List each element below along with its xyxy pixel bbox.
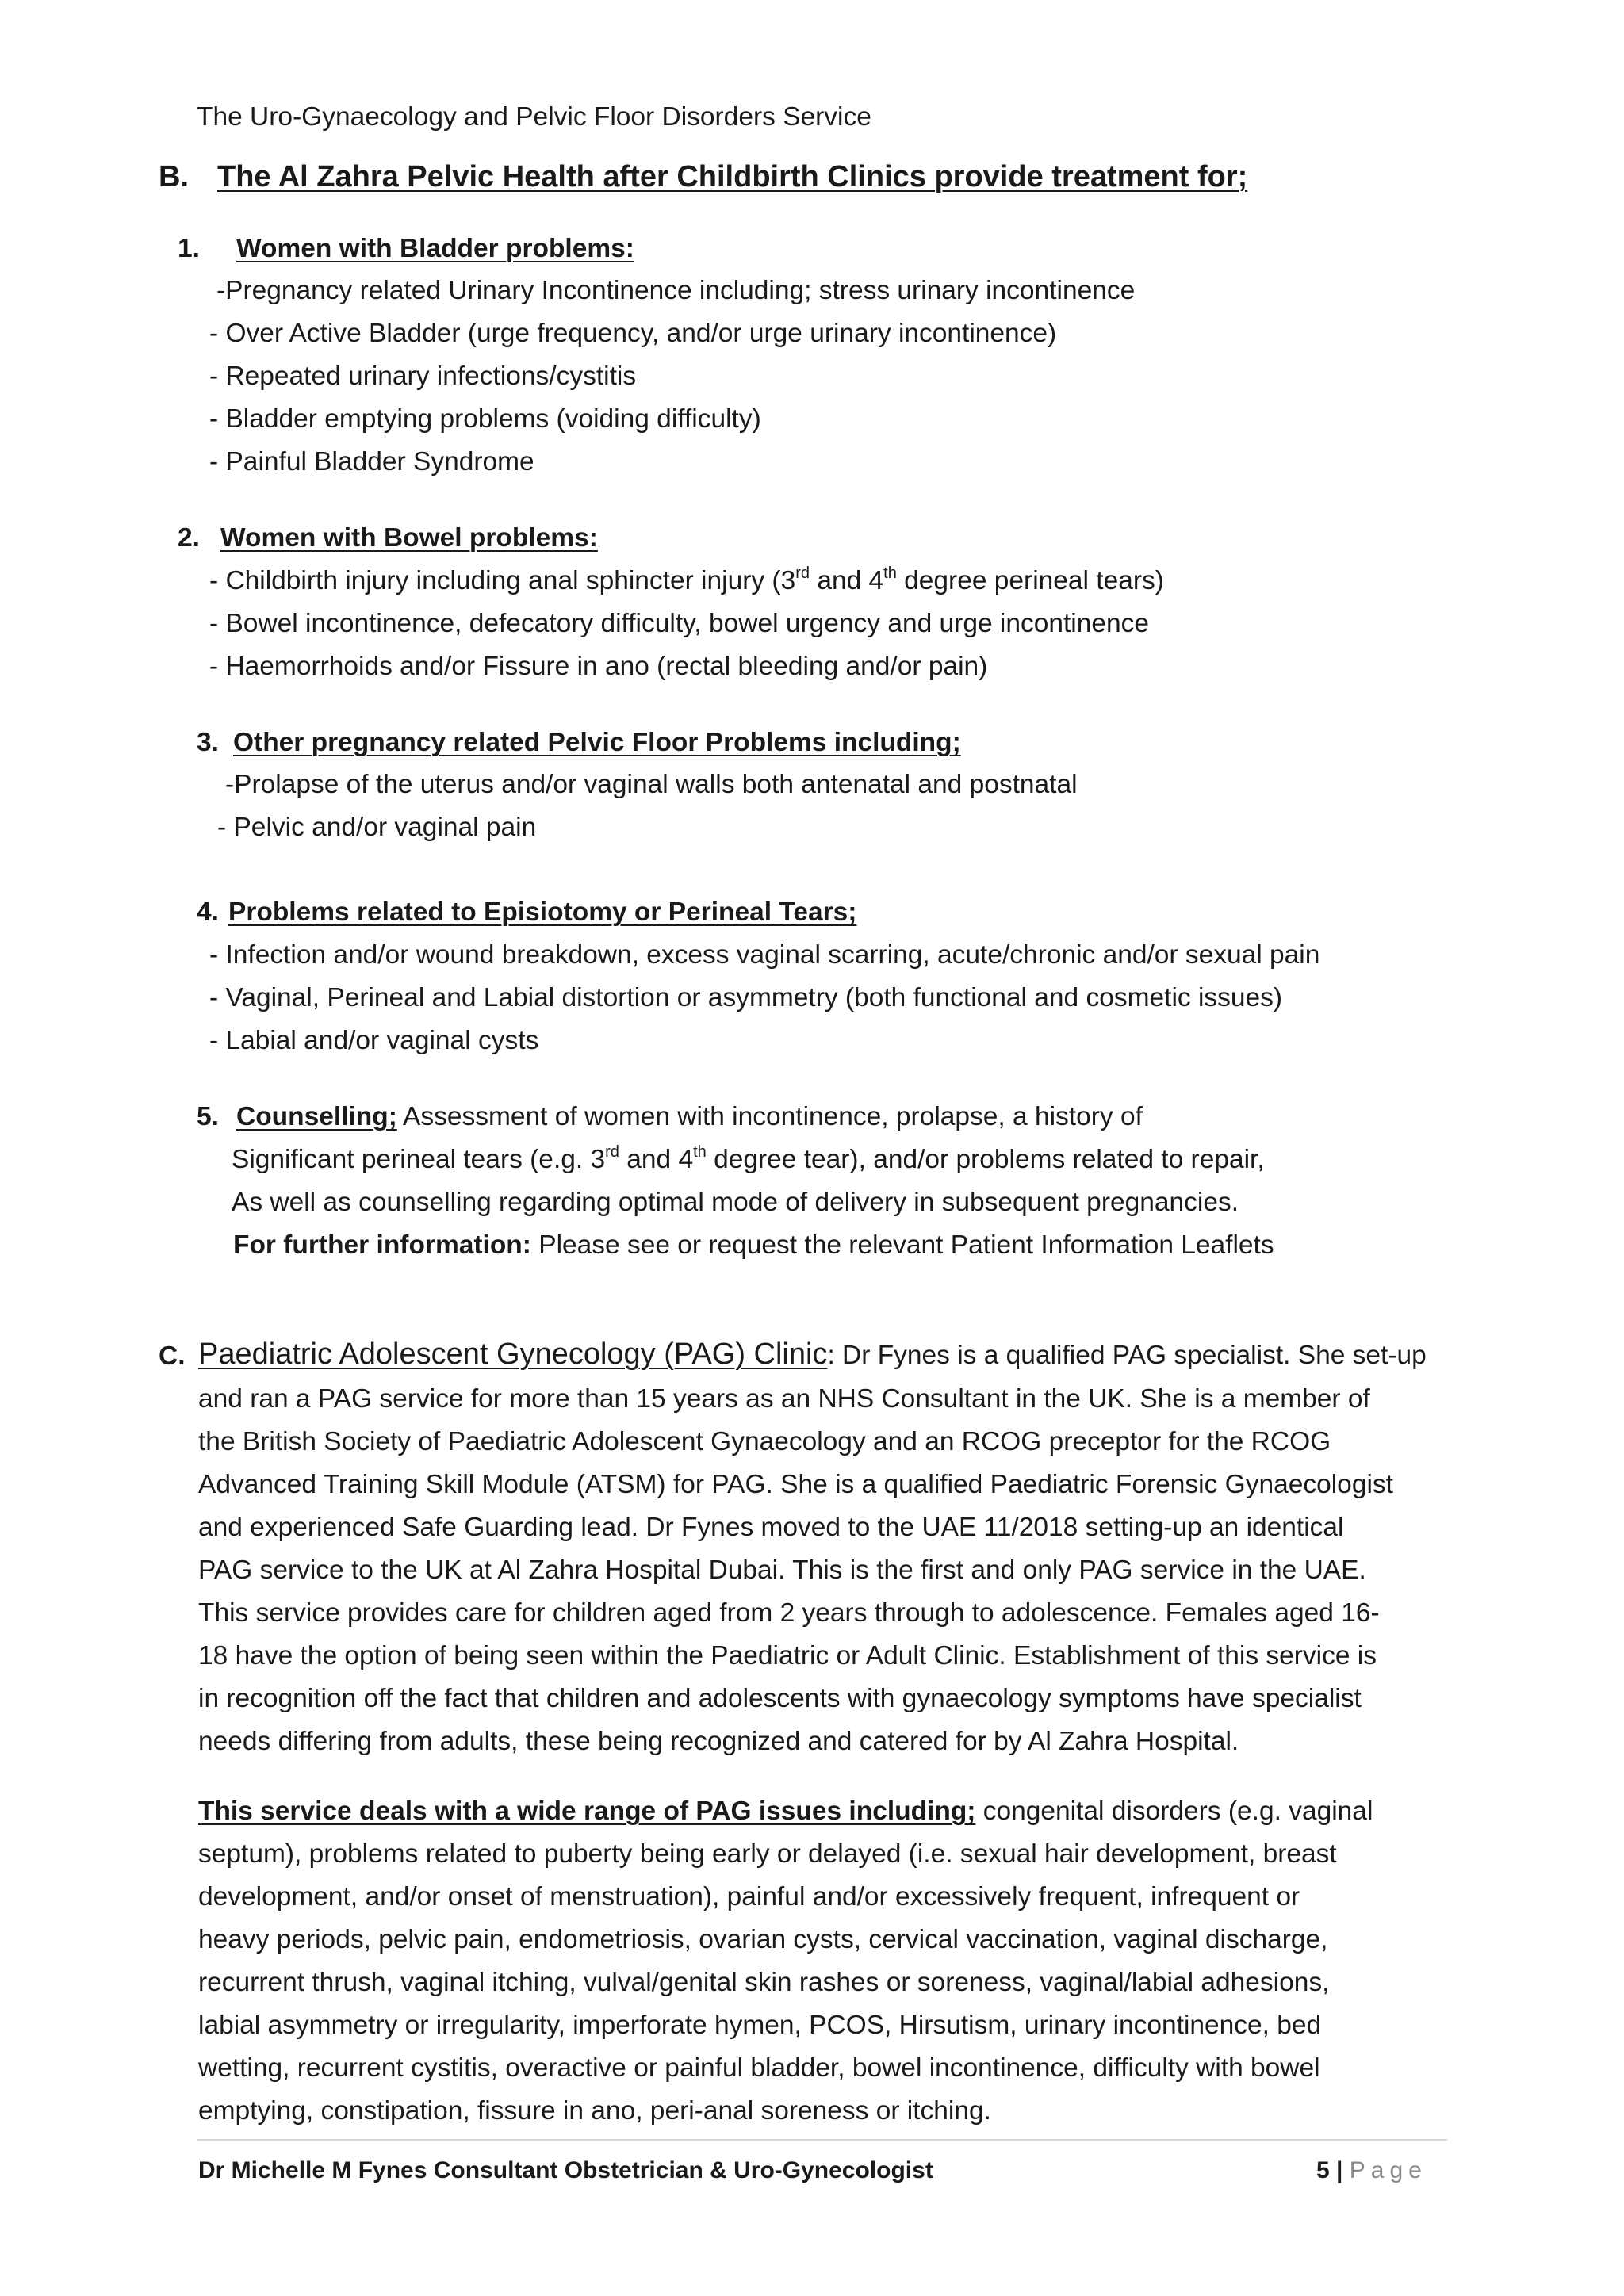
list-item: - Over Active Bladder (urge frequency, and/or urge urinary incontinence) xyxy=(209,319,1057,348)
list-item: - Pelvic and/or vaginal pain xyxy=(217,813,537,842)
group-4-number: 4. xyxy=(197,897,219,927)
group-2-number: 2. xyxy=(178,523,200,553)
list-item: - Haemorrhoids and/or Fissure in ano (rectal bleeding and/or pain) xyxy=(209,652,988,681)
further-info-label: For further information: xyxy=(233,1230,531,1260)
page-header: The Uro-Gynaecology and Pelvic Floor Disorders Service xyxy=(197,102,871,132)
group-2-title: Women with Bowel problems: xyxy=(220,523,598,553)
section-b-title: The Al Zahra Pelvic Health after Childbirth Clinics provide treatment for; xyxy=(217,160,1248,193)
group-5-number: 5. xyxy=(197,1102,219,1131)
list-item: - Vaginal, Perineal and Labial distortion or asymmetry (both functional and cosmetic issues) xyxy=(209,983,1283,1012)
paragraph-line: labial asymmetry or irregularity, imperforate hymen, PCOS, Hirsutism, urinary incontinence, bed xyxy=(198,2011,1322,2040)
paragraph-line: heavy periods, pelvic pain, endometriosis, ovarian cysts, cervical vaccination, vaginal discharge, xyxy=(198,1925,1328,1954)
paragraph-line: Advanced Training Skill Module (ATSM) for PAG. She is a qualified Paediatric Forensic Gynaecologist xyxy=(198,1470,1393,1499)
group-1-number: 1. xyxy=(178,234,200,263)
paragraph-line: This service provides care for children aged from 2 years through to adolescence. Females aged 16- xyxy=(198,1598,1380,1628)
further-info: For further information: Please see or request the relevant Patient Information Leaflets xyxy=(233,1230,1274,1260)
paragraph-line: This service deals with a wide range of PAG issues including; congenital disorders (e.g. vaginal xyxy=(198,1797,1373,1826)
footer-divider xyxy=(197,2139,1447,2141)
paragraph-line: 18 have the option of being seen within the Paediatric or Adult Clinic. Establishment of this service is xyxy=(198,1641,1377,1670)
paragraph-line: the British Society of Paediatric Adolescent Gynaecology and an RCOG preceptor for the RCOG xyxy=(198,1427,1331,1456)
paragraph-line: and experienced Safe Guarding lead. Dr Fynes moved to the UAE 11/2018 setting-up an identical xyxy=(198,1513,1344,1542)
counselling-text: Assessment of women with incontinence, prolapse, a history of xyxy=(403,1102,1143,1131)
group-1-title: Women with Bladder problems: xyxy=(236,234,634,263)
list-item: - Labial and/or vaginal cysts xyxy=(209,1026,539,1055)
paragraph-line: emptying, constipation, fissure in ano, peri-anal soreness or itching. xyxy=(198,2096,991,2126)
list-item: -Pregnancy related Urinary Incontinence including; stress urinary incontinence xyxy=(216,276,1136,305)
footer-page: 5 | Page xyxy=(1316,2157,1427,2183)
list-item: - Bowel incontinence, defecatory difficulty, bowel urgency and urge incontinence xyxy=(209,609,1149,638)
group-5-title: Counselling; xyxy=(236,1102,397,1131)
paragraph-line: needs differing from adults, these being recognized and catered for by Al Zahra Hospital. xyxy=(198,1727,1239,1756)
paragraph-line: in recognition off the fact that children and adolescents with gynaecology symptoms have specialist xyxy=(198,1684,1362,1713)
group-4-title: Problems related to Episiotomy or Perineal Tears; xyxy=(228,897,857,927)
counselling-text: Significant perineal tears (e.g. 3rd and 4th degree tear), and/or problems related to repair, xyxy=(232,1143,1265,1174)
paragraph-line: and ran a PAG service for more than 15 years as an NHS Consultant in the UK. She is a member of xyxy=(198,1384,1370,1414)
paragraph-line: wetting, recurrent cystitis, overactive or painful bladder, bowel incontinence, difficulty with bowel xyxy=(198,2053,1320,2083)
paragraph-line: septum), problems related to puberty being early or delayed (i.e. sexual hair development, breast xyxy=(198,1839,1337,1869)
group-3-number: 3. xyxy=(197,728,219,757)
list-item: - Bladder emptying problems (voiding difficulty) xyxy=(209,404,761,434)
list-item: - Painful Bladder Syndrome xyxy=(209,447,534,476)
section-c-title: Paediatric Adolescent Gynecology (PAG) Clinic xyxy=(198,1337,828,1371)
list-item: - Repeated urinary infections/cystitis xyxy=(209,362,637,391)
list-item: - Childbirth injury including anal sphincter injury (3rd and 4th degree perineal tears) xyxy=(209,564,1164,595)
paragraph-line: development, and/or onset of menstruation), painful and/or excessively frequent, infrequent or xyxy=(198,1882,1300,1911)
section-b-letter: B. xyxy=(159,160,189,193)
counselling-text: As well as counselling regarding optimal mode of delivery in subsequent pregnancies. xyxy=(232,1188,1239,1217)
footer-author: Dr Michelle M Fynes Consultant Obstetrician & Uro-Gynecologist xyxy=(198,2157,933,2183)
page-number: 5 xyxy=(1316,2157,1330,2183)
list-item: -Prolapse of the uterus and/or vaginal walls both antenatal and postnatal xyxy=(225,770,1078,799)
page-label: Page xyxy=(1349,2157,1427,2183)
section-c-first-line: Paediatric Adolescent Gynecology (PAG) Clinic: Dr Fynes is a qualified PAG specialist. She set-up xyxy=(198,1337,1427,1371)
paragraph-line: recurrent thrush, vaginal itching, vulval/genital skin rashes or soreness, vaginal/labial adhesions, xyxy=(198,1968,1330,1997)
pag-issues-label: This service deals with a wide range of PAG issues including; xyxy=(198,1797,976,1826)
paragraph-line: PAG service to the UK at Al Zahra Hospital Dubai. This is the first and only PAG service in the UAE. xyxy=(198,1556,1366,1585)
list-item: - Infection and/or wound breakdown, excess vaginal scarring, acute/chronic and/or sexual pain xyxy=(209,940,1320,970)
section-c-letter: C. xyxy=(159,1341,186,1371)
group-3-title: Other pregnancy related Pelvic Floor Problems including; xyxy=(233,728,961,757)
